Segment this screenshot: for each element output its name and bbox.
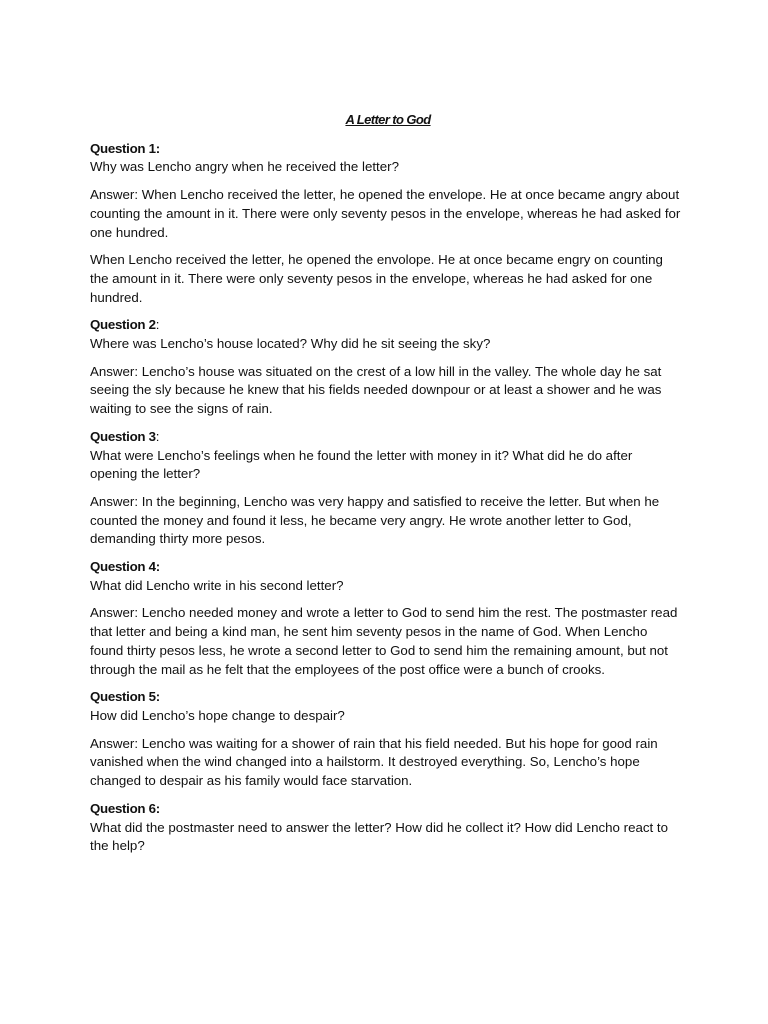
question-block-3 <box>90 428 682 549</box>
question-heading-colon: : <box>155 428 160 444</box>
question-block-5 <box>90 688 682 791</box>
answer-paragraph: Answer: Lencho was waiting for a shower of rain that his field needed. But his hope for good rain vanished when the wind changed into a hailstorm. It destroyed everything. So, Lencho’s hope changed to despair as his family would face starvation. <box>90 735 658 789</box>
question-text: How did Lencho’s hope change to despair? <box>90 707 345 723</box>
answer-paragraph: Answer: Lencho needed money and wrote a letter to God to send him the rest. The postmaster read that letter and being a kind man, he sent him seventy pesos in the name of God. When Lencho found thirty pesos less, he wrote a second letter to God to send him the remaining amount, but not through the mail as he felt that the employees of the post office were a bunch of crooks. <box>90 605 678 677</box>
question-heading: Question 4: <box>90 559 160 575</box>
question-heading-label: Question 3 <box>90 428 156 444</box>
question-text: Why was Lencho angry when he received the letter? <box>90 159 399 175</box>
question-heading <box>90 316 682 335</box>
question-heading: Question 6: <box>90 800 160 816</box>
answer-paragraph: Answer: In the beginning, Lencho was very happy and satisfied to receive the letter. But when he counted the money and found it less, he became very angry. He wrote another letter to God, demanding thirty more pesos. <box>90 493 660 547</box>
question-heading: Question 5: <box>90 689 160 705</box>
question-block-1 <box>90 140 682 308</box>
question-heading <box>90 428 682 447</box>
question-block-6 <box>90 800 682 856</box>
answer-paragraph: Answer: Lencho’s house was situated on the crest of a low hill in the valley. The whole day he sat seeing the sly because he knew that his fields needed downpour or at least a shower and he was waiting to see the signs of rain. <box>90 363 662 417</box>
answer-paragraph: Answer: When Lencho received the letter, he opened the envelope. He at once became angry about counting the amount in it. There were only seventy pesos in the envelope, whereas he had asked for one hundred. <box>90 187 681 240</box>
question-text: Where was Lencho’s house located? Why did he sit seeing the sky? <box>90 336 491 352</box>
question-text: What did the postmaster need to answer the letter? How did he collect it? How did Lencho react to the help? <box>90 819 668 854</box>
question-block-2 <box>90 316 682 419</box>
document-page <box>90 111 682 865</box>
question-heading: Question 1: <box>90 140 160 156</box>
question-heading-label: Question 2 <box>90 317 156 333</box>
question-heading-colon: : <box>155 317 160 333</box>
document-title: A Letter to God <box>345 112 431 127</box>
answer-paragraph: When Lencho received the letter, he opened the envolope. He at once became engry on counting the amount in it. There were only seventy pesos in the envelope, whereas he had asked for one hundred. <box>90 252 663 305</box>
question-text: What did Lencho write in his second letter? <box>90 577 344 593</box>
question-text: What were Lencho’s feelings when he found the letter with money in it? What did he do after opening the letter? <box>90 447 633 482</box>
question-block-4 <box>90 558 682 679</box>
